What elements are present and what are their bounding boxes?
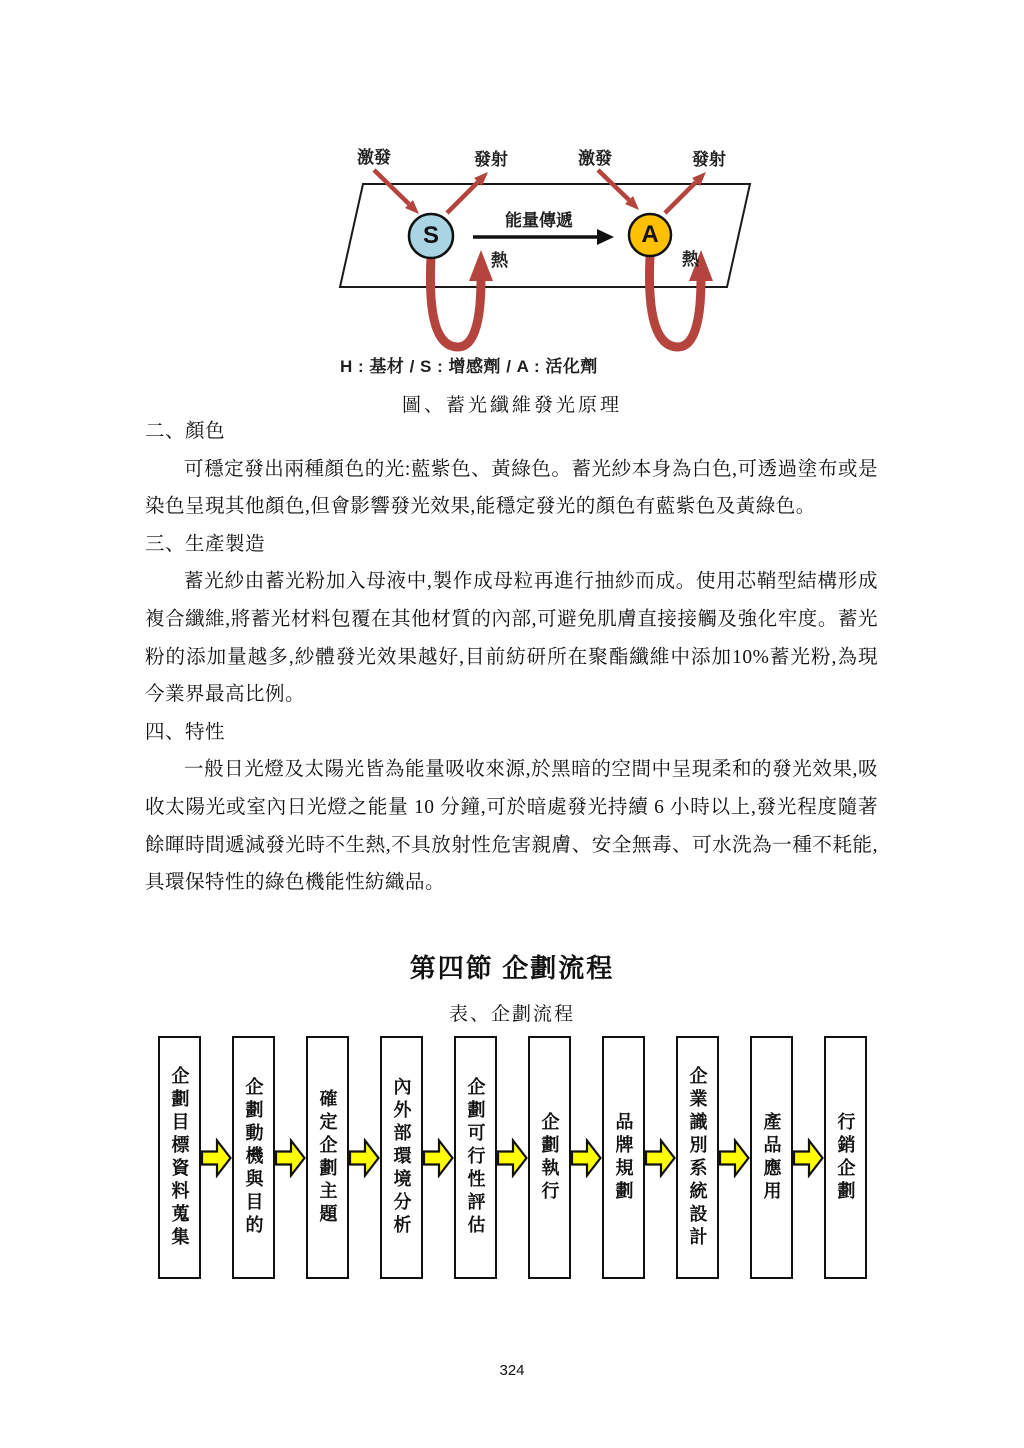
flow-arrow-icon xyxy=(793,1138,824,1178)
flow-arrow-icon xyxy=(645,1138,676,1178)
excitation-label-2: 激發 xyxy=(578,149,612,168)
planning-flowchart xyxy=(158,1036,867,1279)
diagram-legend: H : 基材 / S : 增感劑 / A : 活化劑 xyxy=(340,357,598,376)
sensitizer-letter: S xyxy=(422,222,439,249)
flow-step-10: 行銷企劃 xyxy=(824,1036,867,1279)
section-title: 第四節 企劃流程 xyxy=(409,954,615,983)
flow-arrow-icon xyxy=(571,1138,602,1178)
figure-caption: 圖、蓄光纖維發光原理 xyxy=(401,395,622,416)
flow-arrow-icon xyxy=(201,1138,232,1178)
energy-transfer-label: 能量傳遞 xyxy=(505,211,573,230)
section-heading-production: 三、生產製造 xyxy=(145,533,266,555)
section-heading-color: 二、顏色 xyxy=(145,421,226,442)
flow-step-4: 內外部環境分析 xyxy=(380,1036,423,1279)
luminescence-diagram xyxy=(330,140,775,380)
page-number: 324 xyxy=(499,1362,525,1379)
flow-step-5: 企劃可行性評估 xyxy=(454,1036,497,1279)
flow-arrow-icon xyxy=(497,1138,528,1178)
emission-label-1: 發射 xyxy=(474,150,508,169)
flow-step-2: 企劃動機與目的 xyxy=(232,1036,275,1279)
section-paragraph-color: 可穩定發出兩種顏色的光:藍紫色、黃綠色。蓄光紗本身為白色,可透過塗布或是染色呈現其他顏色,但會影響發光效果,能穩定發光的顏色有藍紫色及黃綠色。 xyxy=(145,458,878,518)
table-caption: 表、企劃流程 xyxy=(448,1004,575,1025)
heat-label-2: 熱 xyxy=(682,250,699,269)
flow-step-8: 企業識別系統設計 xyxy=(676,1036,719,1279)
flow-step-7: 品牌規劃 xyxy=(602,1036,645,1279)
flow-step-9: 產品應用 xyxy=(750,1036,793,1279)
heat-label-1: 熱 xyxy=(491,251,508,270)
flow-step-3: 確定企劃主題 xyxy=(306,1036,349,1279)
flow-arrow-icon xyxy=(423,1138,454,1178)
emission-label-2: 發射 xyxy=(692,150,726,169)
flow-step-1: 企劃目標資料蒐集 xyxy=(158,1036,201,1279)
section-heading-characteristics: 四、特性 xyxy=(145,721,226,743)
flow-arrow-icon xyxy=(349,1138,380,1178)
flow-arrow-icon xyxy=(275,1138,306,1178)
excitation-label-1: 激發 xyxy=(357,148,391,167)
section-paragraph-characteristics: 一般日光燈及太陽光皆為能量吸收來源,於黑暗的空間中呈現柔和的發光效果,吸收太陽光或室內日光燈之能量 10 分鐘,可於暗處發光持續 6 小時以上,發光程度隨著餘暉時間遞減發光時不生熱,不具放射性危害親膚、安全無毒、可水洗為一種不耗能,具環保特性的綠色機能性紡織品。 xyxy=(145,759,878,894)
flow-arrow-icon xyxy=(719,1138,750,1178)
activator-letter: A xyxy=(641,221,659,248)
section-paragraph-production: 蓄光紗由蓄光粉加入母液中,製作成母粒再進行抽紗而成。使用芯鞘型結構形成複合纖維,將蓄光材料包覆在其他材質的內部,可避免肌膚直接接觸及強化牢度。蓄光粉的添加量越多,紗體發光效果越好,目前紡研所在聚酯纖維中添加10%蓄光粉,為現今業界最高比例。 xyxy=(145,571,878,706)
body-text xyxy=(145,413,878,902)
flow-step-6: 企劃執行 xyxy=(528,1036,571,1279)
